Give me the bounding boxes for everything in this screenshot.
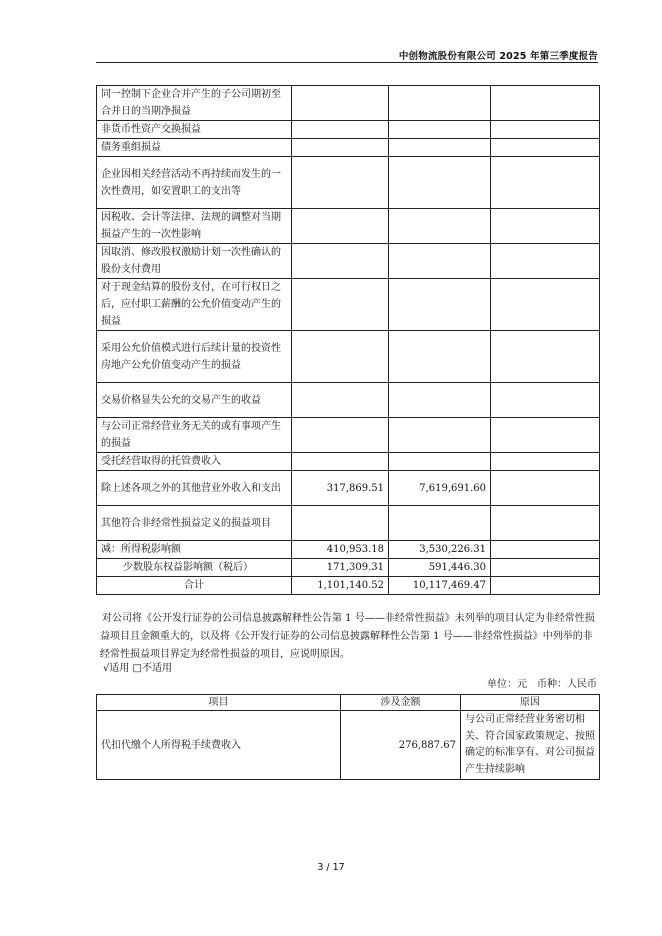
row-amount-ytd: 10,117,469.47 [389,577,491,595]
row-item-label: 企业因相关经营活动不再持续而发生的一次性费用，如安置职工的支出等 [97,157,292,209]
table-row [97,383,600,418]
row-amount-ytd [389,209,491,244]
table-row [97,139,600,157]
row-amount-current [292,209,389,244]
row-amount-ytd [389,244,491,279]
explanation-paragraph: 对公司将《公开发行证券的公司信息披露解释性公告第 1 号——非经常性损益》未列举的项目认定为非经常性损益项目且金额重大的，以及将《公开发行证券的公司信息披露解释性公告第 1 号——非经常性损益》中列举的非经常性损益项目界定为经常性损益的项目，应说明原因。 [100,613,595,660]
table-row [97,157,600,209]
table-row [97,471,600,506]
row-amount-current [292,157,389,209]
table-header-row [97,695,600,711]
row-item-label: 对于现金结算的股份支付，在可行权日之后，应付职工薪酬的公允价值变动产生的损益 [97,279,292,331]
row-amount-ytd: 7,619,691.60 [389,471,491,506]
row-item-label: 因税收、会计等法律、法规的调整对当期损益产生的一次性影响 [97,209,292,244]
unit-currency-label: 单位：元 币种：人民币 [487,679,597,690]
row-amount-current: 171,309.31 [292,559,389,577]
row-amount-current [292,244,389,279]
row-amount-ytd [389,86,491,121]
row-note [491,506,600,541]
row-amount-ytd [389,331,491,383]
row-note [491,139,600,157]
row-amount-current [292,506,389,541]
row-note [491,209,600,244]
row-item-label: 非货币性资产交换损益 [97,121,292,139]
column-header-reason: 原因 [461,695,600,711]
row-note [491,279,600,331]
row-item-label: 债务重组损益 [97,139,292,157]
row-item-label: 其他符合非经常性损益定义的损益项目 [97,506,292,541]
non-recurring-items-table [96,85,600,595]
column-header-item: 项目 [97,695,341,711]
page-number: 3 / 17 [317,862,345,873]
reclassified-items-table [96,694,600,780]
row-note [491,541,600,559]
table-row [97,244,600,279]
applicability-checkbox: √适用 □不适用 [103,663,172,674]
table-row [97,279,600,331]
column-header-amount: 涉及金额 [341,695,461,711]
row-item-label: 交易价格显失公允的交易产生的收益 [97,383,292,418]
row-item-label: 与公司正常经营业务无关的或有事项产生的损益 [97,418,292,453]
row-amount-current [292,453,389,471]
row-amount-current: 410,953.18 [292,541,389,559]
row-note [491,453,600,471]
row-amount-current [292,121,389,139]
row-amount-current [292,139,389,157]
row-item-label: 采用公允价值模式进行后续计量的投资性房地产公允价值变动产生的损益 [97,331,292,383]
row-item-label: 代扣代缴个人所得税手续费收入 [97,711,341,780]
row-amount: 276,887.67 [341,711,461,780]
row-amount-ytd [389,157,491,209]
row-note [491,559,600,577]
row-note [491,244,600,279]
row-item-label: 除上述各项之外的其他营业外收入和支出 [97,471,292,506]
row-amount-current [292,331,389,383]
table-row [97,506,600,541]
row-reason: 与公司正常经营业务密切相关、符合国家政策规定、按照确定的标准享有、对公司损益产生持续影响 [461,711,600,780]
row-item-label: 合计 [97,577,292,595]
row-amount-ytd [389,279,491,331]
row-amount-ytd [389,121,491,139]
table-row [97,453,600,471]
row-amount-ytd [389,139,491,157]
row-note [491,577,600,595]
row-amount-current [292,86,389,121]
row-amount-ytd: 3,530,226.31 [389,541,491,559]
row-amount-current [292,383,389,418]
table-row [97,541,600,559]
row-item-label: 受托经营取得的托管费收入 [97,453,292,471]
row-note [491,121,600,139]
row-item-label: 因取消、修改股权激励计划一次性确认的股份支付费用 [97,244,292,279]
row-item-label: 少数股东权益影响额（税后） [97,559,292,577]
table-row [97,418,600,453]
report-header: 中创物流股份有限公司 2025 年第三季度报告 [398,51,598,62]
table-row [97,209,600,244]
table-row [97,711,600,780]
row-item-label: 同一控制下企业合并产生的子公司期初至合并日的当期净损益 [97,86,292,121]
row-amount-ytd [389,418,491,453]
row-amount-current: 317,869.51 [292,471,389,506]
row-amount-current [292,279,389,331]
row-item-label: 减：所得税影响额 [97,541,292,559]
table-row [97,121,600,139]
table-row [97,86,600,121]
row-amount-ytd [389,453,491,471]
table-row [97,577,600,595]
row-note [491,418,600,453]
row-note [491,331,600,383]
row-amount-ytd: 591,446.30 [389,559,491,577]
row-amount-current [292,418,389,453]
row-note [491,383,600,418]
row-amount-ytd [389,383,491,418]
row-note [491,86,600,121]
header-rule [96,62,598,63]
row-note [491,471,600,506]
row-amount-ytd [389,506,491,541]
table-row [97,559,600,577]
row-amount-current: 1,101,140.52 [292,577,389,595]
row-note [491,157,600,209]
table-row [97,331,600,383]
